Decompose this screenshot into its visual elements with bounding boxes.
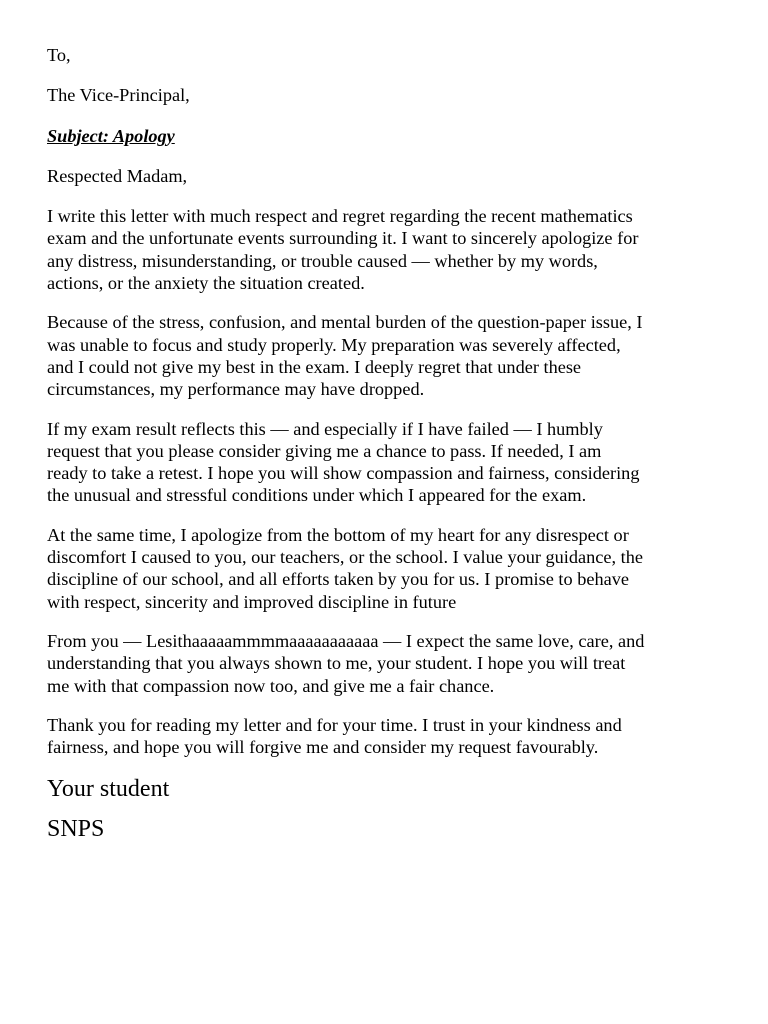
letter-page (47, 44, 727, 843)
paragraph-line: actions, or the anxiety the situation created. (47, 273, 365, 294)
paragraph-1 (47, 205, 727, 294)
paragraph-2 (47, 311, 727, 400)
paragraph-line: fairness, and hope you will forgive me and consider my request favourably. (47, 737, 599, 758)
paragraph-line: From you — Lesithaaaaammmmaaaaaaaaaaa — I expect the same love, care, and (47, 630, 645, 651)
paragraph-4 (47, 524, 727, 613)
paragraph-line: Because of the stress, confusion, and mental burden of the question-paper issue, I (47, 312, 643, 333)
closing-line: Your student (47, 776, 170, 803)
paragraph-5 (47, 630, 727, 697)
paragraph-line: understanding that you always shown to me, your student. I hope you will treat (47, 653, 626, 674)
paragraph-line: ready to take a retest. I hope you will show compassion and fairness, considering (47, 463, 640, 484)
paragraph-3 (47, 418, 727, 507)
address-to: To, (47, 45, 71, 65)
paragraph-line: was unable to focus and study properly. My preparation was severely affected, (47, 334, 621, 355)
paragraph-line: Thank you for reading my letter and for your time. I trust in your kindness and (47, 714, 622, 735)
paragraph-line: discipline of our school, and all efforts taken by you for us. I promise to behave (47, 569, 629, 590)
paragraph-line: discomfort I caused to you, our teachers, or the school. I value your guidance, the (47, 547, 643, 568)
paragraph-line: exam and the unfortunate events surrounding it. I want to sincerely apologize for (47, 228, 639, 249)
paragraph-line: the unusual and stressful conditions under which I appeared for the exam. (47, 485, 587, 506)
subject-line: Subject: Apology (47, 125, 175, 146)
paragraph-line: with respect, sincerity and improved discipline in future (47, 591, 457, 612)
signature: SNPS (47, 816, 105, 843)
salutation: Respected Madam, (47, 165, 188, 186)
paragraph-line: At the same time, I apologize from the bottom of my heart for any disrespect or (47, 524, 629, 545)
paragraph-line: I write this letter with much respect and regret regarding the recent mathematics (47, 206, 633, 227)
paragraph-line: If my exam result reflects this — and especially if I have failed — I humbly (47, 418, 603, 439)
paragraph-line: any distress, misunderstanding, or trouble caused — whether by my words, (47, 250, 598, 271)
paragraph-line: and I could not give my best in the exam. I deeply regret that under these (47, 356, 582, 377)
recipient: The Vice-Principal, (47, 85, 190, 106)
paragraph-line: request that you please consider giving me a chance to pass. If needed, I am (47, 440, 602, 461)
paragraph-line: me with that compassion now too, and give me a fair chance. (47, 675, 495, 696)
paragraph-line: circumstances, my performance may have dropped. (47, 379, 425, 400)
paragraph-6 (47, 714, 727, 759)
